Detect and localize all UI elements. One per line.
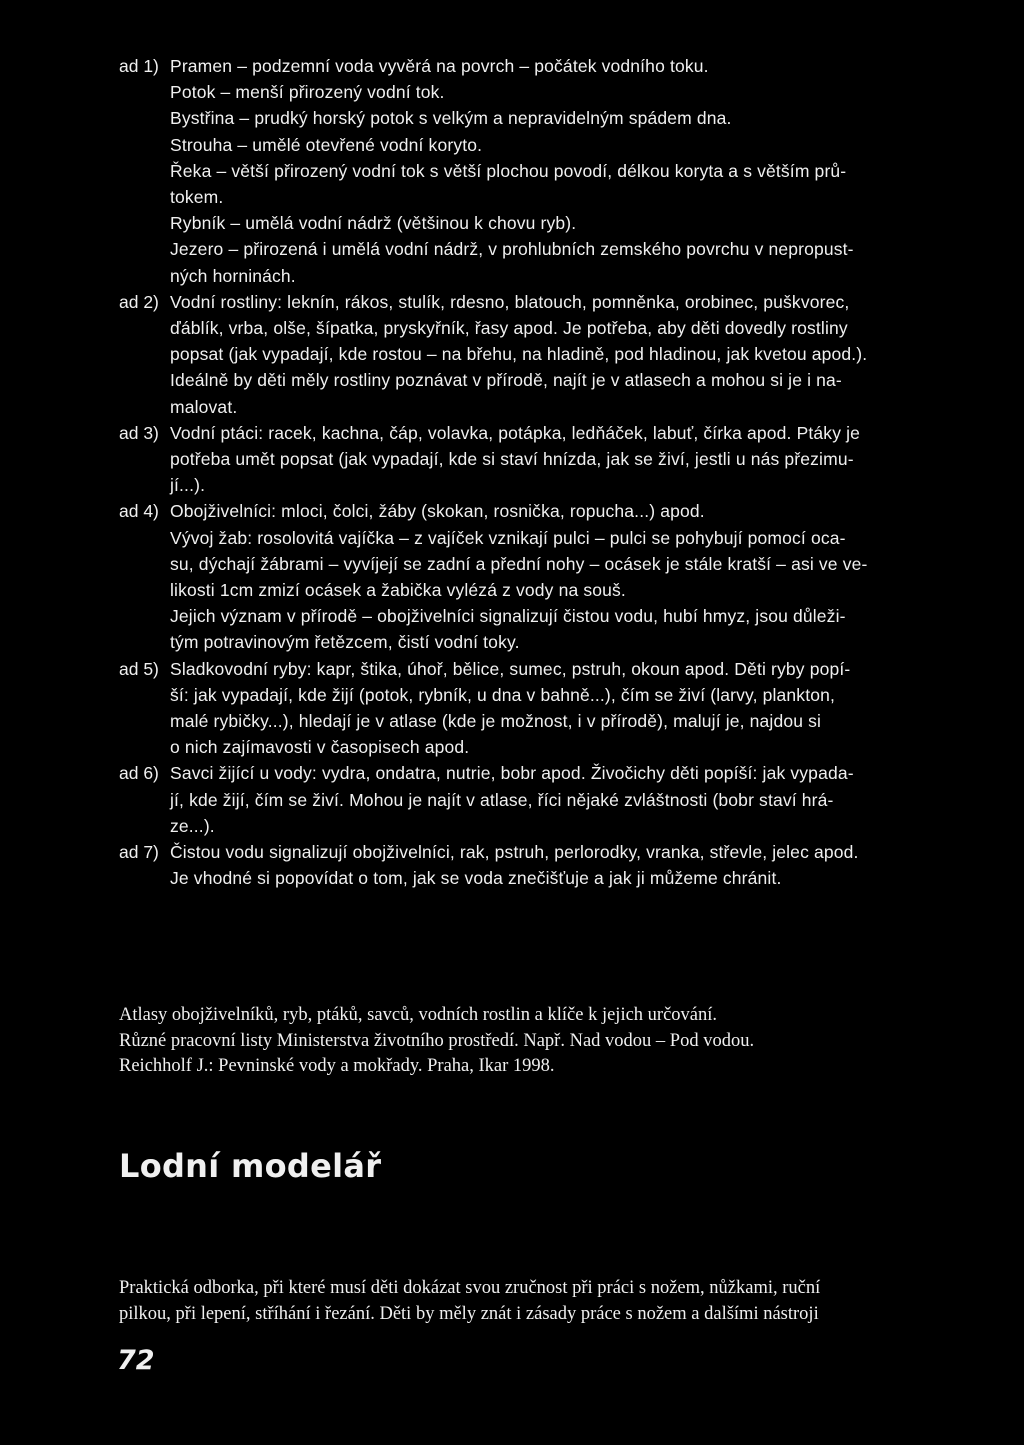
item-paragraph: Vodní ptáci: racek, kachna, čáp, volavka, potápka, ledňáček, labuť, čírka apod. Ptáky je potřeba umět popsat (jak vypadají, kde si staví hnízda, jak se živí, jestli u nás přezimu- jí...). <box>170 422 861 496</box>
list-item <box>119 656 961 761</box>
numbered-list <box>119 53 961 892</box>
item-paragraph: Pramen – podzemní voda vyvěrá na povrch – počátek vodního toku. <box>170 56 709 76</box>
item-paragraph: Bystřina – prudký horský potok s velkým a nepravidelným spádem dna. <box>170 108 732 129</box>
references-block <box>119 1003 961 1080</box>
item-number: ad 6) <box>119 763 159 784</box>
item-paragraph: Vodní rostliny: leknín, rákos, stulík, rdesno, blatouch, pomněnka, orobinec, puškvorec, ďáblík, vrba, olše, šípatka, pryskyřník, řasy apod. Je potřeba, aby děti dovedly rostliny popsat (jak vypadají, kde rostou – na břehu, na hladině, pod hladinou, jak kvetou apod.). Ideálně by děti měly rostliny poznávat v přírodě, najít je v atlasech a mohou si je i na- malovat. <box>170 291 868 417</box>
item-paragraph: Potok – menší přirozený vodní tok. <box>170 82 445 103</box>
intro-line: Praktická odborka, při které musí děti dokázat svou zručnost při práci s nožem, nůžkami, ruční <box>119 1278 821 1298</box>
item-paragraph: Čistou vodu signalizují obojživelníci, rak, pstruh, perlorodky, vranka, střevle, jelec apod. Je vhodné si popovídat o tom, jak se voda znečišťuje a jak ji můžeme chránit. <box>170 842 859 889</box>
reference-line: Atlasy obojživelníků, ryb, ptáků, savců, vodních rostlin a klíče k jejich určování. <box>119 1005 718 1025</box>
list-item <box>119 839 961 891</box>
item-number: ad 7) <box>119 842 159 863</box>
list-item <box>119 289 961 420</box>
item-number: ad 1) <box>119 56 159 76</box>
item-number: ad 4) <box>119 501 159 522</box>
item-paragraph: Obojživelníci: mloci, čolci, žáby (skokan, rosnička, ropucha...) apod. <box>170 501 705 522</box>
reference-line: Různé pracovní listy Ministerstva životního prostředí. Např. Nad vodou – Pod vodou. <box>119 1030 755 1051</box>
intro-line: pilkou, při lepení, stříhání i řezání. Děti by měly znát i zásady práce s nožem a dalšími nástroji <box>119 1304 819 1324</box>
item-paragraph: Rybník – umělá vodní nádrž (většinou k chovu ryb). <box>170 213 577 234</box>
item-paragraph: Savci žijící u vody: vydra, ondatra, nutrie, bobr apod. Živočichy děti popíší: jak vypada- jí, kde žijí, čím se živí. Mohou je najít v atlase, říci nějaké zvláštnosti (bobr staví hrá- ze...). <box>170 763 854 836</box>
item-paragraph: Strouha – umělé otevřené vodní koryto. <box>170 134 483 155</box>
page-number: 72 <box>117 1345 155 1376</box>
section-title: Lodní modelář <box>119 1147 382 1185</box>
list-item <box>119 420 961 499</box>
item-number: ad 5) <box>119 658 159 679</box>
list-item <box>119 498 961 655</box>
list-item <box>119 760 961 839</box>
item-paragraph: Vývoj žab: rosolovitá vajíčka – z vajíček vznikají pulci – pulci se pohybují pomocí oca- su, dýchají žábrami – vyvíjejí se zadní a přední nohy – ocásek je stále kratší – asi ve ve- likosti 1cm zmizí ocásek a žabička vylézá z vody na souš. <box>170 527 868 601</box>
item-paragraph: Jezero – přirozená i umělá vodní nádrž, v prohlubních zemského povrchu v nepropust- ných horninách. <box>170 239 854 286</box>
item-paragraph: Řeka – větší přirozený vodní tok s větší plochou povodí, délkou koryta a s větším prů- tokem. <box>170 160 847 208</box>
list-item <box>119 53 961 289</box>
item-number: ad 2) <box>119 291 159 312</box>
item-number: ad 3) <box>119 422 159 443</box>
item-paragraph: Sladkovodní ryby: kapr, štika, úhoř, bělice, sumec, pstruh, okoun apod. Děti ryby popí- ší: jak vypadají, kde žijí (potok, rybník, u dna v bahně...), čím se živí (larvy, plankton, malé rybičky...), hledají je v atlase (kde je možnost, i v přírodě), malují je, najdou si o nich zajímavosti v časopisech apod. <box>170 658 851 758</box>
section-intro <box>119 1275 965 1327</box>
item-paragraph: Jejich význam v přírodě – obojživelníci signalizují čistou vodu, hubí hmyz, jsou důleži- tým potravinovým řetězcem, čistí vodní toky. <box>170 606 846 653</box>
reference-line: Reichholf J.: Pevninské vody a mokřady. Praha, Ikar 1998. <box>119 1056 555 1076</box>
